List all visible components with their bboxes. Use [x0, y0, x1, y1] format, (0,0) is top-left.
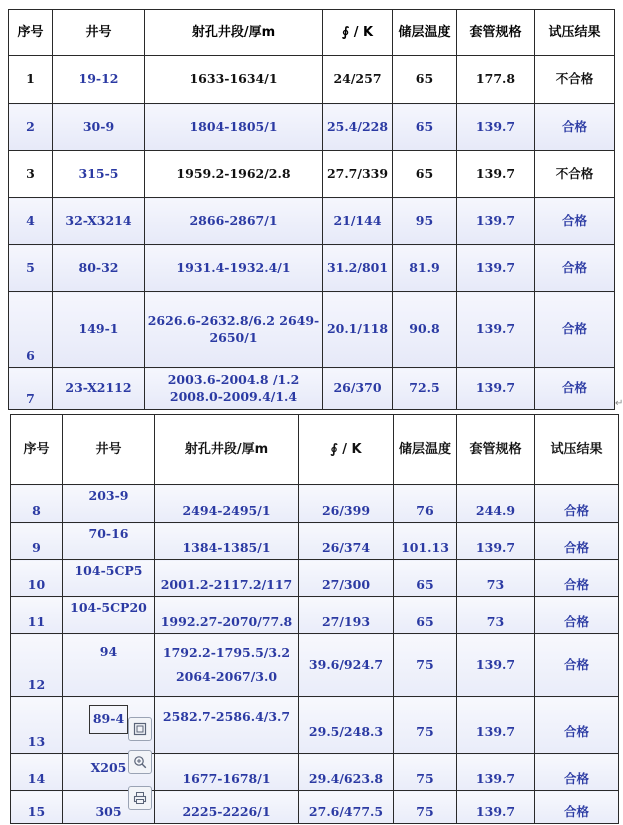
cell-interval: 2866-2867/1	[145, 198, 323, 245]
cell-index: 13	[11, 697, 63, 754]
cell-casing: 73	[457, 597, 535, 634]
cell-interval: 1959.2-1962/2.8	[145, 151, 323, 198]
cell-temperature: 75	[394, 791, 457, 824]
cell-result: 合格	[535, 754, 619, 791]
cell-well: 315-5	[53, 151, 145, 198]
print-icon	[133, 791, 147, 805]
cell-temperature: 65	[394, 560, 457, 597]
cell-temperature: 95	[393, 198, 457, 245]
table-row	[9, 368, 615, 410]
cell-well: X205	[63, 754, 155, 791]
table-row	[11, 560, 619, 597]
cell-interval: 1931.4-1932.4/1	[145, 245, 323, 292]
cell-index: 4	[9, 198, 53, 245]
cell-index: 9	[11, 523, 63, 560]
cell-phi-k: 26/374	[299, 523, 394, 560]
cell-index: 3	[9, 151, 53, 198]
table-row	[9, 104, 615, 151]
cell-casing: 139.7	[457, 104, 535, 151]
cell-index: 2	[9, 104, 53, 151]
cell-casing: 139.7	[457, 697, 535, 754]
cell-temperature: 75	[394, 697, 457, 754]
table-row	[9, 198, 615, 245]
cell-result: 合格	[535, 485, 619, 523]
cell-well: 80-32	[53, 245, 145, 292]
cell-well: 23-X2112	[53, 368, 145, 410]
cell-casing: 177.8	[457, 56, 535, 104]
cell-phi-k: 26/399	[299, 485, 394, 523]
return-arrow-icon: ↵	[615, 398, 623, 409]
table-row	[9, 56, 615, 104]
pressure-test-table-1	[8, 9, 615, 410]
cell-casing: 139.7	[457, 634, 535, 697]
cell-index: 1	[9, 56, 53, 104]
zoom-in-button[interactable]	[128, 750, 152, 774]
cell-temperature: 76	[394, 485, 457, 523]
cell-index: 14	[11, 754, 63, 791]
cell-result: 合格	[535, 292, 615, 368]
cell-casing: 139.7	[457, 198, 535, 245]
header-phi-k: ∮ / K	[323, 10, 393, 56]
cell-phi-k: 29.5/248.3	[299, 697, 394, 754]
cell-well: 104-5CP20	[63, 597, 155, 634]
cell-temperature: 90.8	[393, 292, 457, 368]
cell-casing: 73	[457, 560, 535, 597]
cell-result: 合格	[535, 697, 619, 754]
table-row	[9, 151, 615, 198]
cell-phi-k: 21/144	[323, 198, 393, 245]
cell-casing: 139.7	[457, 245, 535, 292]
cell-interval: 2225-2226/1	[155, 791, 299, 824]
cell-casing: 139.7	[457, 754, 535, 791]
pressure-test-table-2	[10, 414, 619, 824]
table-header-row	[11, 415, 619, 485]
header-result: 试压结果	[535, 10, 615, 56]
table-row	[11, 791, 619, 824]
cell-result: 合格	[535, 198, 615, 245]
table-row	[9, 245, 615, 292]
cell-result: 合格	[535, 523, 619, 560]
header-casing: 套管规格	[457, 415, 535, 485]
cell-interval: 2494-2495/1	[155, 485, 299, 523]
cell-well: 203-9	[63, 485, 155, 523]
cell-result: 合格	[535, 104, 615, 151]
cell-well: 32-X3214	[53, 198, 145, 245]
cell-phi-k: 31.2/801	[323, 245, 393, 292]
cell-casing: 139.7	[457, 292, 535, 368]
cell-interval: 1992.27-2070/77.8	[155, 597, 299, 634]
header-well: 井号	[53, 10, 145, 56]
cell-temperature: 75	[394, 754, 457, 791]
cell-index: 15	[11, 791, 63, 824]
cell-well: 30-9	[53, 104, 145, 151]
cell-index: 11	[11, 597, 63, 634]
cell-index: 8	[11, 485, 63, 523]
cell-temperature: 65	[393, 104, 457, 151]
cell-interval: 1633-1634/1	[145, 56, 323, 104]
cell-temperature: 101.13	[394, 523, 457, 560]
cell-temperature: 65	[394, 597, 457, 634]
table-row	[11, 597, 619, 634]
cell-result: 合格	[535, 597, 619, 634]
table-header-row	[9, 10, 615, 56]
cell-well: 104-5CP5	[63, 560, 155, 597]
cell-phi-k: 27/193	[299, 597, 394, 634]
cell-temperature: 81.9	[393, 245, 457, 292]
cell-result: 合格	[535, 791, 619, 824]
cell-casing: 139.7	[457, 523, 535, 560]
table-row	[11, 754, 619, 791]
cell-casing: 139.7	[457, 791, 535, 824]
cell-result: 合格	[535, 245, 615, 292]
cell-well: 149-1	[53, 292, 145, 368]
header-interval: 射孔井段/厚m	[155, 415, 299, 485]
cell-interval: 2001.2-2117.2/117	[155, 560, 299, 597]
cell-interval: 1792.2-1795.5/3.2 2064-2067/3.0	[155, 634, 299, 697]
selected-well-label[interactable]: 89-4	[89, 705, 128, 734]
cell-result: 不合格	[535, 151, 615, 198]
cell-interval: 1677-1678/1	[155, 754, 299, 791]
cell-temperature: 65	[393, 56, 457, 104]
cell-well: 19-12	[53, 56, 145, 104]
table-row	[11, 697, 619, 754]
cell-phi-k: 24/257	[323, 56, 393, 104]
cell-well: 94	[63, 634, 155, 697]
header-temperature: 储层温度	[394, 415, 457, 485]
cell-well: 305	[63, 791, 155, 824]
table-row	[9, 292, 615, 368]
cell-result: 合格	[535, 560, 619, 597]
cell-index: 6	[9, 292, 53, 368]
cell-result: 合格	[535, 368, 615, 410]
cell-result: 不合格	[535, 56, 615, 104]
cell-interval: 2003.6-2004.8 /1.2 2008.0-2009.4/1.4	[145, 368, 323, 410]
header-result: 试压结果	[535, 415, 619, 485]
cell-phi-k: 39.6/924.7	[299, 634, 394, 697]
cell-casing: 244.9	[457, 485, 535, 523]
header-index: 序号	[11, 415, 63, 485]
header-index: 序号	[9, 10, 53, 56]
cell-interval: 2626.6-2632.8/6.2 2649-2650/1	[145, 292, 323, 368]
cell-phi-k: 27/300	[299, 560, 394, 597]
zoom-in-icon	[133, 755, 147, 769]
header-temperature: 储层温度	[393, 10, 457, 56]
header-casing: 套管规格	[457, 10, 535, 56]
cell-result: 合格	[535, 634, 619, 697]
cell-phi-k: 25.4/228	[323, 104, 393, 151]
cell-index: 10	[11, 560, 63, 597]
image-frame-icon	[133, 722, 147, 736]
cell-interval: 1384-1385/1	[155, 523, 299, 560]
header-phi-k: ∮ / K	[299, 415, 394, 485]
table-row	[11, 523, 619, 560]
header-interval: 射孔井段/厚m	[145, 10, 323, 56]
table-row	[11, 634, 619, 697]
cell-temperature: 65	[393, 151, 457, 198]
cell-phi-k: 27.7/339	[323, 151, 393, 198]
cell-temperature: 75	[394, 634, 457, 697]
cell-index: 12	[11, 634, 63, 697]
cell-phi-k: 27.6/477.5	[299, 791, 394, 824]
print-button[interactable]	[128, 786, 152, 810]
cell-temperature: 72.5	[393, 368, 457, 410]
cell-index: 5	[9, 245, 53, 292]
cell-index: 7	[9, 368, 53, 410]
cell-phi-k: 29.4/623.8	[299, 754, 394, 791]
cell-interval: 1804-1805/1	[145, 104, 323, 151]
cell-phi-k: 20.1/118	[323, 292, 393, 368]
cell-casing: 139.7	[457, 151, 535, 198]
table-row	[11, 485, 619, 523]
header-well: 井号	[63, 415, 155, 485]
cell-well: 70-16	[63, 523, 155, 560]
cell-interval: 2582.7-2586.4/3.7	[155, 697, 299, 754]
cell-casing: 139.7	[457, 368, 535, 410]
cell-phi-k: 26/370	[323, 368, 393, 410]
image-frame-button[interactable]	[128, 717, 152, 741]
